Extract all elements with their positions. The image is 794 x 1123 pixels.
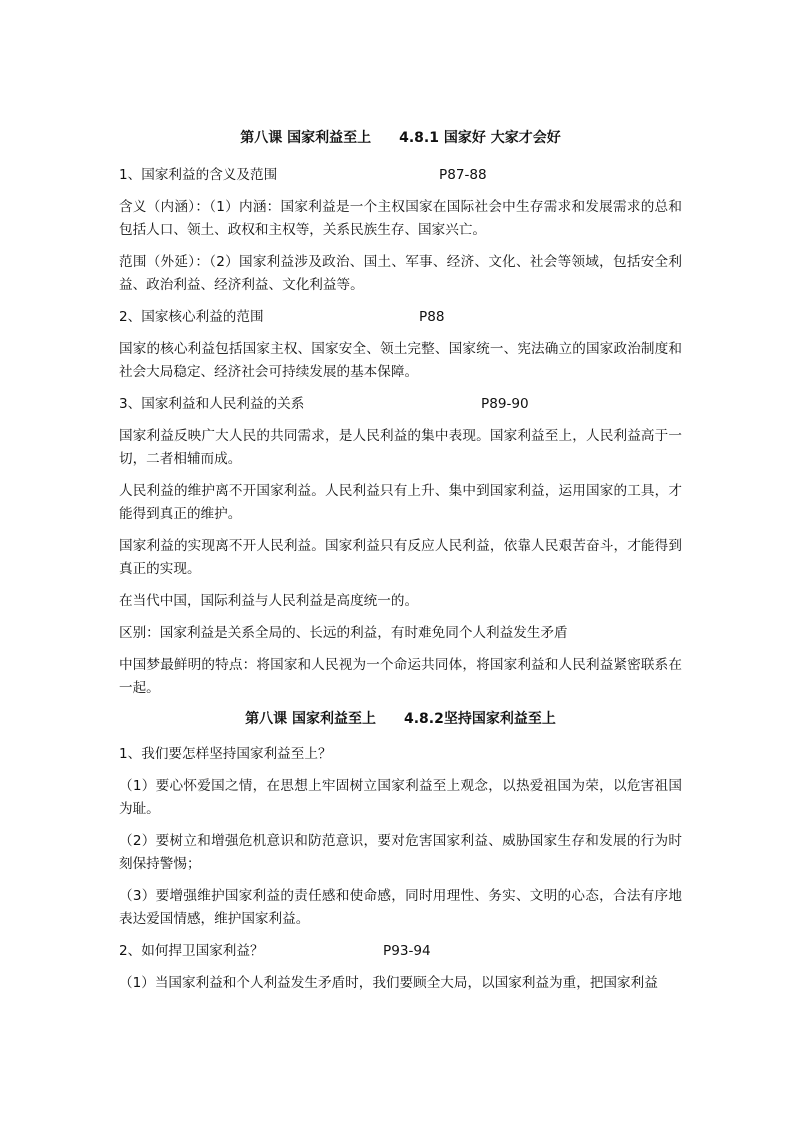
paragraph-method-1: （1）要心怀爱国之情，在思想上牢固树立国家利益至上观念，以热爱祖国为荣，以危害祖国为耻。 bbox=[119, 778, 682, 817]
paragraph-relation-2: 人民利益的维护离不开国家利益。人民利益只有上升、集中到国家利益，运用国家的工具，才能得到真正的维护。 bbox=[119, 483, 682, 522]
document-page bbox=[119, 128, 682, 1004]
question-2-heading bbox=[119, 306, 682, 329]
question-3-heading bbox=[119, 393, 682, 416]
question-text: 2、如何捍卫国家利益？ bbox=[119, 943, 264, 959]
paragraph-method-3: （3）要增强维护国家利益的责任感和使命感，同时用理性、务实、文明的心态，合法有序地表达爱国情感，维护国家利益。 bbox=[119, 888, 682, 927]
paragraph-scope: 范围（外延）：（2）国家利益涉及政治、国土、军事、经济、文化、社会等领域，包括安全利益、政治利益、经济利益、文化利益等。 bbox=[119, 254, 682, 293]
question-text: 3、国家利益和人民利益的关系 bbox=[119, 396, 305, 412]
question-text: 1、我们要怎样坚持国家利益至上？ bbox=[119, 746, 332, 762]
question-5-heading bbox=[119, 940, 682, 963]
question-text: 2、国家核心利益的范围 bbox=[119, 309, 264, 325]
paragraph-relation-4: 在当代中国，国际利益与人民利益是高度统一的。 bbox=[119, 593, 419, 609]
page-reference: P89-90 bbox=[481, 396, 529, 412]
paragraph-chinese-dream: 中国梦最鲜明的特点：将国家和人民视为一个命运共同体，将国家利益和人民利益紧密联系在一起。 bbox=[119, 657, 682, 696]
paragraph-method-2: （2）要树立和增强危机意识和防范意识，要对危害国家利益、威胁国家生存和发展的行为时刻保持警惕； bbox=[119, 833, 682, 872]
paragraph-core-interests: 国家的核心利益包括国家主权、国家安全、领土完整、国家统一、宪法确立的国家政治制度和社会大局稳定、经济社会可持续发展的基本保障。 bbox=[119, 341, 682, 380]
page-reference: P88 bbox=[419, 309, 445, 325]
page-reference: P93-94 bbox=[383, 943, 431, 959]
question-4-heading bbox=[119, 743, 682, 766]
lesson-title-8-1: 第八课 国家利益至上 4.8.1 国家好 大家才会好 bbox=[240, 130, 561, 146]
paragraph-relation-3: 国家利益的实现离不开人民利益。国家利益只有反应人民利益，依靠人民艰苦奋斗，才能得到真正的实现。 bbox=[119, 538, 682, 577]
page-reference: P87-88 bbox=[439, 167, 487, 183]
paragraph-defend-1: （1）当国家利益和个人利益发生矛盾时，我们要顾全大局，以国家利益为重，把国家利益 bbox=[119, 975, 658, 991]
question-text: 1、国家利益的含义及范围 bbox=[119, 167, 278, 183]
paragraph-difference: 区别：国家利益是关系全局的、长远的利益，有时难免同个人利益发生矛盾 bbox=[119, 625, 568, 641]
paragraph-definition: 含义（内涵）：（1）内涵：国家利益是一个主权国家在国际社会中生存需求和发展需求的总和包括人口、领土、政权和主权等，关系民族生存、国家兴亡。 bbox=[119, 199, 682, 238]
paragraph-relation-1: 国家利益反映广大人民的共同需求，是人民利益的集中表现。国家利益至上，人民利益高于一切，二者相辅而成。 bbox=[119, 428, 682, 467]
question-1-heading bbox=[119, 164, 682, 187]
lesson-title-8-2: 第八课 国家利益至上 4.8.2坚持国家利益至上 bbox=[245, 711, 556, 727]
